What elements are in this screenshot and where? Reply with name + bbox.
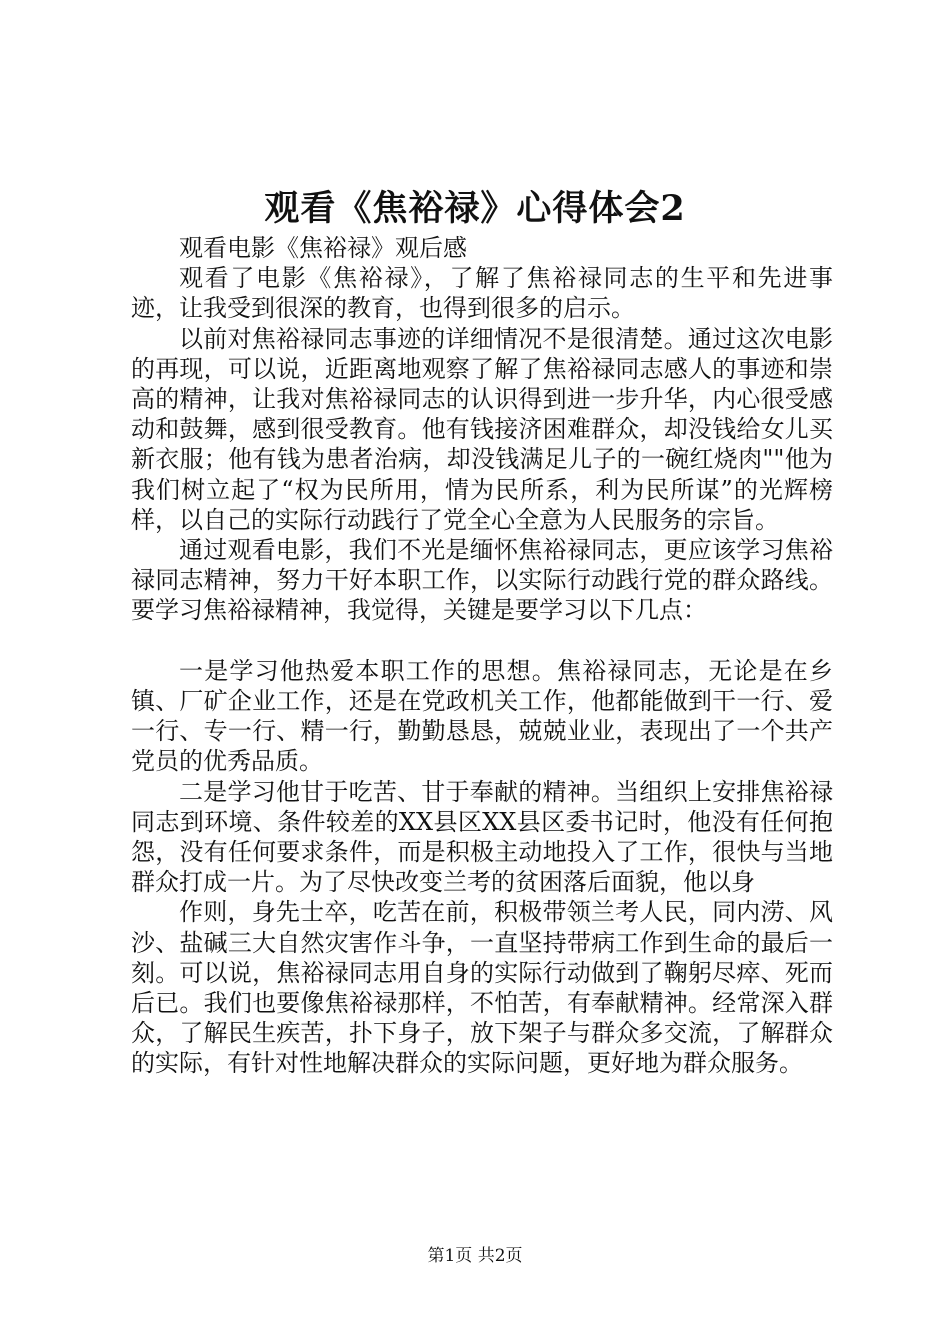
paragraph-continuation: 作则，身先士卒，吃苦在前，积极带领兰考人民，同内涝、风沙、盐碱三大自然灾害作斗争，一直坚持带病工作到生命的最后一刻。可以说，焦裕禄同志用自身的实际行动做到了鞠躬尽瘁、死而后已。我们也要像焦裕禄那样，不怕苦，有奉献精神。经常深入群众，了解民生疾苦，扑下身子，放下架子与群众多交流，了解群众的实际，有针对性地解决群众的实际问题，更好地为群众服务。 [131,898,833,1078]
paragraph-subtitle: 观看电影《焦裕禄》观后感 [179,234,467,262]
document-title: 观看《焦裕禄》心得体会2 [264,188,686,229]
paragraph-learning: 通过观看电影，我们不光是缅怀焦裕禄同志，更应该学习焦裕禄同志精神，努力干好本职工作，以实际行动践行党的群众路线。要学习焦裕禄精神，我觉得，关键是要学习以下几点： [131,536,833,625]
document-body [131,233,833,1079]
paragraph-point-two: 二是学习他甘于吃苦、甘于奉献的精神。当组织上安排焦裕禄同志到环境、条件较差的XX县区XX县区委书记时，他没有任何抱怨，没有任何要求条件，而是积极主动地投入了工作，很快与当地群众打成一片。为了尽快改变兰考的贫困落后面貌，他以身 [131,777,833,897]
paragraph-intro: 观看了电影《焦裕禄》，了解了焦裕禄同志的生平和先进事迹，让我受到很深的教育，也得到很多的启示。 [131,264,833,323]
paragraph-background: 以前对焦裕禄同志事迹的详细情况不是很清楚。通过这次电影的再现，可以说，近距离地观察了解了焦裕禄同志感人的事迹和崇高的精神，让我对焦裕禄同志的认识得到进一步升华，内心很受感动和鼓舞，感到很受教育。他有钱接济困难群众，却没钱给女儿买新衣服；他有钱为患者治病，却没钱满足儿子的一碗红烧肉""他为我们树立起了“权为民所用，情为民所系，利为民所谋”的光辉榜样，以自己的实际行动践行了党全心全意为人民服务的宗旨。 [131,324,833,534]
paragraph-spacer [131,626,833,656]
page-footer: 第1页 共2页 [427,1246,523,1266]
paragraph-point-one: 一是学习他热爱本职工作的思想。焦裕禄同志，无论是在乡镇、厂矿企业工作，还是在党政机关工作，他都能做到干一行、爱一行、专一行、精一行，勤勤恳恳，兢兢业业，表现出了一个共产党员的优秀品质。 [131,656,833,776]
